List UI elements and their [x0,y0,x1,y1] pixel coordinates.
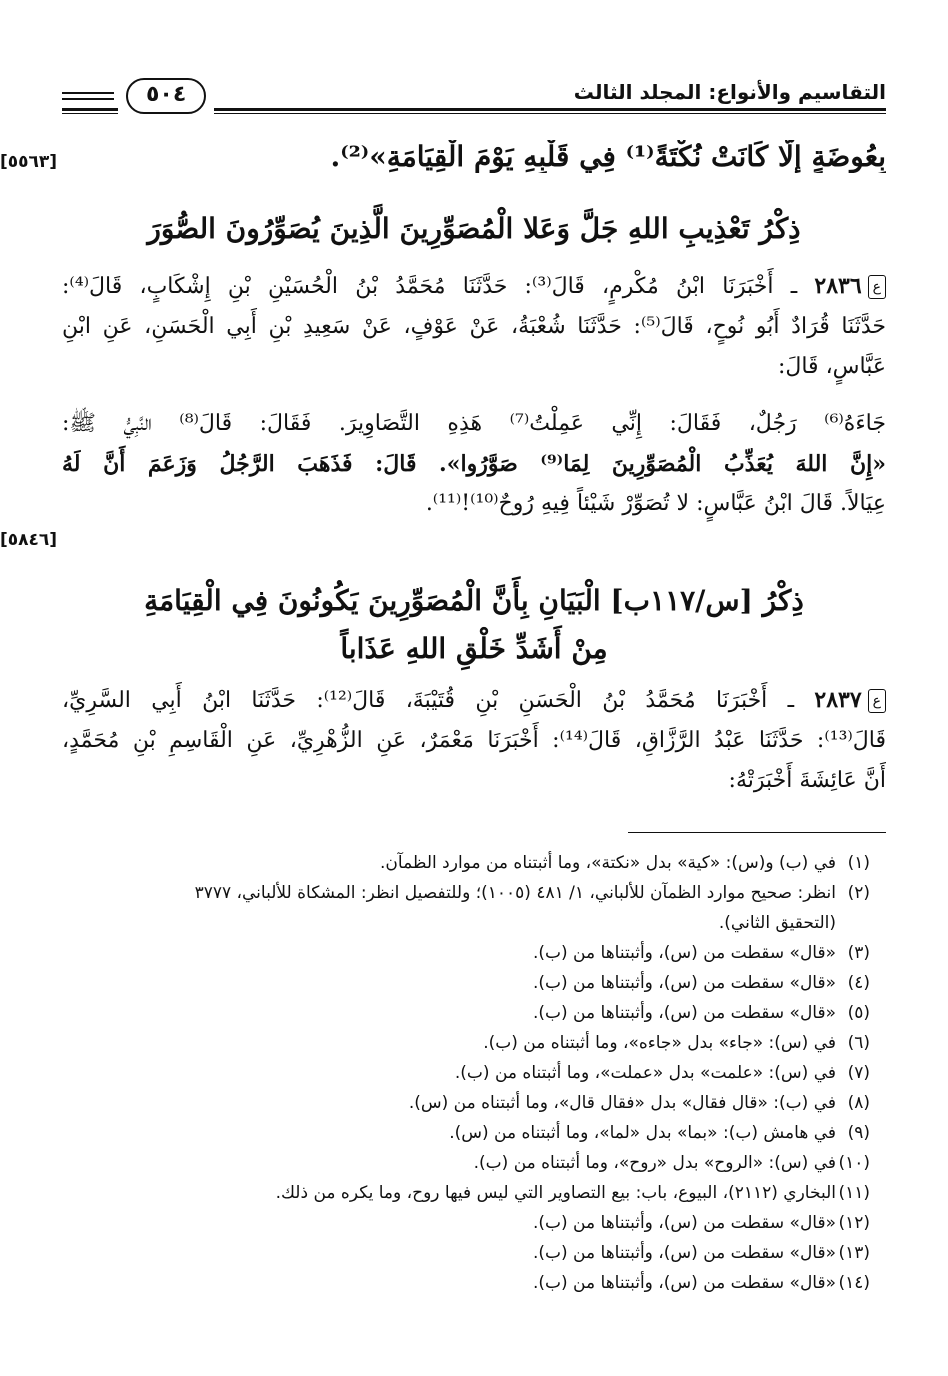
text-line: عَبَّاسٍ، قَالَ: [777,354,886,379]
footnote: (٤)«قال» سقطت من (س)، وأثبتناها من (ب). [532,973,870,993]
hadith-marker-icon: ع [868,689,886,713]
text-line [62,680,886,721]
footnote: (١٤)«قال» سقطت من (س)، وأثبتناها من (ب). [532,1273,870,1293]
text-line [62,266,886,307]
text-line: عِيَالاً. قَالَ ابْنُ عَبَّاسٍ: لا تُصَوِّرْ شَيْئاً فِيهِ رُوحٌ⁽¹⁰⁾!⁽¹¹⁾. [425,491,886,516]
text-line: أَنَّ عَائِشَةَ أَخْبَرَتْهُ: [728,768,886,793]
header-dash [62,98,114,100]
hadith-number: ٢٨٣٧ [814,687,862,713]
header-dash [62,92,114,94]
footnote: (١)في (ب) و(س): «كية» بدل «نكتة»، وما أثبتناه من موارد الظمآن. [380,853,870,873]
footnote: (٢)انظر: صحيح موارد الظمآن للألباني، ١/ ٤٨١ (١٠٠٥)؛ وللتفصيل انظر: المشكاة للألباني، ٣٧٧٧ [194,883,870,903]
text-span: ـ أَخْبَرَنَا ابْنُ مُكْرمٍ، قَالَ⁽³⁾: حَدَّثَنَا مُحَمَّدُ بْنُ الْحُسَيْنِ بْنِ إِشْكَابٍ، قَالَ⁽⁴⁾: [62,274,798,299]
footnotes [62,848,870,1298]
footnote-rule [628,832,886,833]
footnote-continuation: (التحقيق الثاني). [718,913,836,933]
hadith-2836-matn [62,404,886,524]
page-header [62,78,886,118]
footnote: (١٠)في (س): «الروح» بدل «روح»، وما أثبتناه من (ب). [473,1153,870,1173]
text-line: جَاءَهُ⁽⁶⁾ رَجُلٌ، فَقَالَ: إِنِّي عَمِلْتُ⁽⁷⁾ هَذِهِ التَّصَاوِيرَ. فَقَالَ: قَالَ⁽⁸⁾ النَّبِيُّ ﷺ: [62,411,886,436]
footnote: (٧)في (س): «علمت» بدل «عملت»، وما أثبتناه من (ب). [454,1063,870,1083]
footnote: (١٣)«قال» سقطت من (س)، وأثبتناها من (ب). [532,1243,870,1263]
section-heading: ذِكْرُ تَعْذِيبِ اللهِ جَلَّ وَعَلا الْمُصَوِّرِينَ الَّذِينَ يُصَوِّرُونَ الصُّوَرَ [147,212,801,245]
page-number: ٥٠٤ [126,78,206,114]
footnote: (٣)«قال» سقطت من (س)، وأثبتناها من (ب). [532,943,870,963]
footnote: (١٢)«قال» سقطت من (س)، وأثبتناها من (ب). [532,1213,870,1233]
reference-number: [٥٨٤٦] [0,530,58,550]
text-line: قَالَ⁽¹³⁾: حَدَّثَنَا عَبْدُ الرَّزَّاقِ، قَالَ⁽¹⁴⁾: أَخْبَرَنَا مَعْمَرٌ، عَنِ الزُّهْرِيِّ، عَنِ الْقَاسِمِ بْنِ مُحَمَّدٍ، [62,728,886,753]
hadith-2836-isnad [62,266,886,387]
running-title: التقاسيم والأنواع: المجلد الثالث [573,80,886,104]
continued-text: بِعُوضَةٍ إِلَّا كَانَتْ نُكْتَةً⁽¹⁾ فِي قَلْبِهِ يَوْمَ الْقِيَامَةِ»⁽²⁾. [330,140,886,173]
footnote: (٦)في (س): «جاء» بدل «جاءه»، وما أثبتناه من (ب). [483,1033,870,1053]
hadith-marker-icon: ع [868,275,886,299]
footnote: (١١)البخاري (٢١١٢)، البيوع، باب: بيع التصاوير التي ليس فيها روح، وما يكره من ذلك. [275,1183,870,1203]
reference-number: [٥٥٦٣] [0,152,58,172]
text-line: حَدَّثَنَا قُرَادٌ أَبُو نُوحٍ، قَالَ⁽⁵⁾: حَدَّثَنَا شُعْبَةُ، عَنْ عَوْفٍ، عَنْ سَعِيدِ بْنِ أَبِي الْحَسَنِ، عَنِ ابْنِ [62,314,886,339]
hadith-2837 [62,680,886,801]
section-heading: ذِكْرُ [س/١١٧ب] الْبَيَانِ بِأَنَّ الْمُصَوِّرِينَ يَكُونُونَ فِي الْقِيَامَةِ [144,584,804,617]
hadith-number: ٢٨٣٦ [814,273,862,299]
footnote: (٩)في هامش (ب): «بما» بدل «لما»، وما أثبتناه من (س). [449,1123,870,1143]
footnote: (٥)«قال» سقطت من (س)، وأثبتناها من (ب). [532,1003,870,1023]
text-span: ـ أَخْبَرَنَا مُحَمَّدُ بْنُ الْحَسَنِ بْنِ قُتَيْبَةَ، قَالَ⁽¹²⁾: حَدَّثَنَا ابْنُ أَبِي السَّرِيِّ، [62,688,795,713]
footnote: (٨)في (ب): «قال فقال» بدل «فقال قال»، وما أثبتناه من (س). [408,1093,870,1113]
text-line: «إِنَّ اللهَ يُعَذِّبُ الْمُصَوِّرِينَ لِمَا⁽⁹⁾ صَوَّرُوا». قَالَ: فَذَهَبَ الرَّجُلُ وَزَعَمَ أَنَّ لَهُ [62,451,886,477]
section-heading-line2: مِنْ أَشَدِّ خَلْقِ اللهِ عَذَاباً [340,632,608,665]
